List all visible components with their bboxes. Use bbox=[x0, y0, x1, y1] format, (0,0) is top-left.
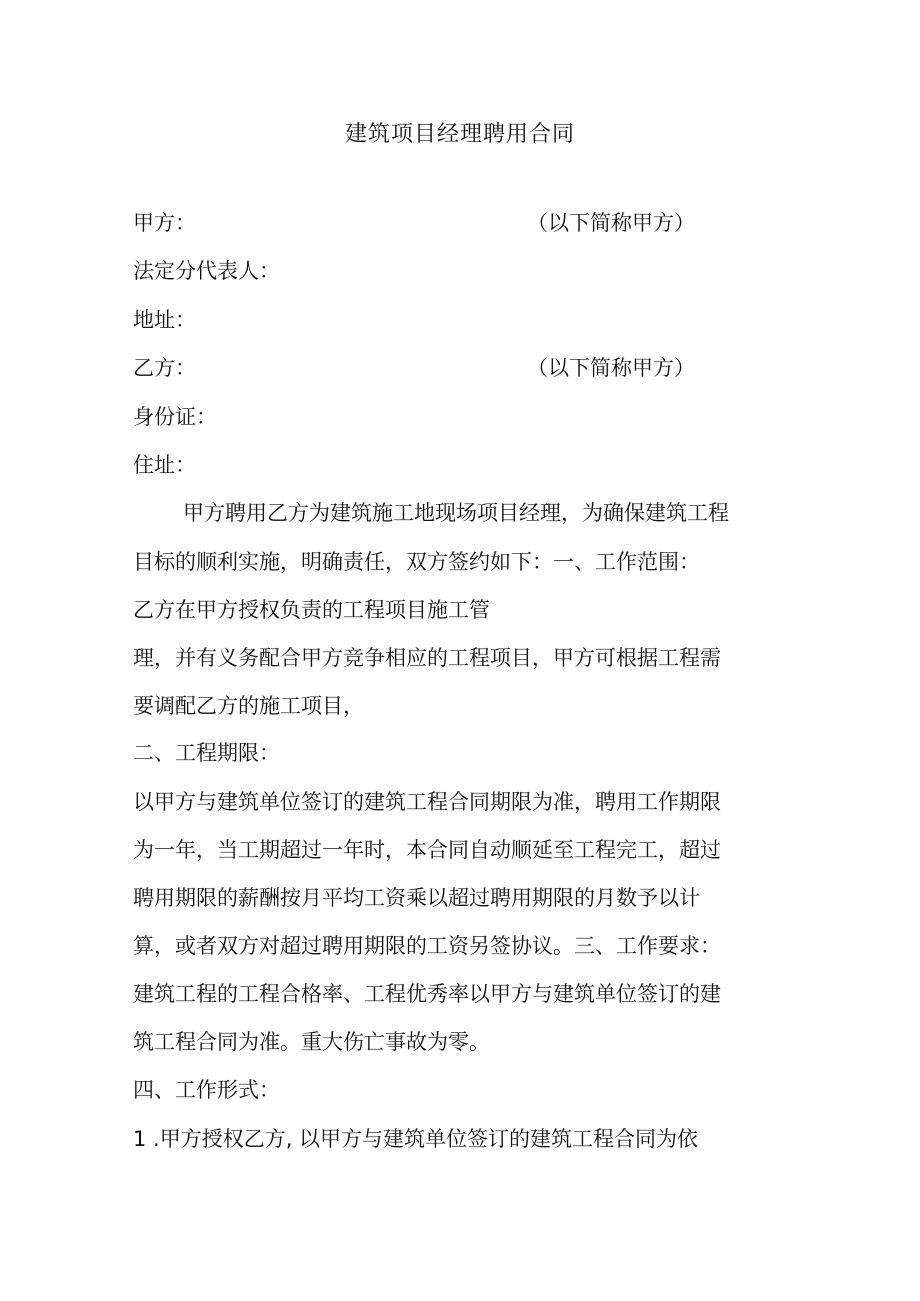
body-line: 筑工程合同为准。重大伤亡事故为零。 bbox=[133, 1030, 490, 1054]
body-line: 目标的顺利实施，明确责任，双方签约如下：一、工作范围： bbox=[133, 550, 700, 574]
residence-label: 住址： bbox=[133, 453, 196, 477]
body-line: 理，并有义务配合甲方竞争相应的工程项目，甲方可根据工程需 bbox=[133, 646, 721, 670]
body-line: 为一年，当工期超过一年时，本合同自动顺延至工程完工，超过 bbox=[133, 838, 721, 862]
party-b-note: （以下简称甲方） bbox=[527, 356, 695, 380]
party-a-note: （以下简称甲方） bbox=[527, 211, 695, 235]
body-line: 乙方在甲方授权负责的工程项目施工管 bbox=[133, 598, 490, 622]
body-line: 要调配乙方的施工项目， bbox=[133, 694, 364, 718]
body-line: 建筑工程的工程合格率、工程优秀率以甲方与建筑单位签订的建 bbox=[133, 982, 721, 1006]
document-title: 建筑项目经理聘用合同 bbox=[344, 122, 575, 147]
body-line: 算，或者双方对超过聘用期限的工资另签协议。三、工作要求： bbox=[133, 934, 721, 958]
party-a-label: 甲方： bbox=[133, 211, 196, 235]
body-line: 甲方聘用乙方为建筑施工地现场项目经理，为确保建筑工程 bbox=[183, 501, 729, 525]
body-line: 以甲方与建筑单位签订的建筑工程合同期限为准，聘用工作期限 bbox=[133, 790, 721, 814]
body-line: 聘用期限的薪酬按月平均工资乘以超过聘用期限的月数予以计 bbox=[133, 886, 700, 910]
party-b-label: 乙方： bbox=[133, 356, 196, 380]
section-heading: 四、工作形式： bbox=[133, 1078, 280, 1102]
section-heading: 二、工程期限： bbox=[133, 741, 280, 765]
body-line: 1 .甲方授权乙方, 以甲方与建筑单位签订的建筑工程合同为依 bbox=[133, 1127, 699, 1151]
address-label: 地址： bbox=[133, 308, 196, 332]
legal-representative-label: 法定分代表人： bbox=[133, 259, 280, 283]
id-card-label: 身份证： bbox=[133, 405, 217, 429]
